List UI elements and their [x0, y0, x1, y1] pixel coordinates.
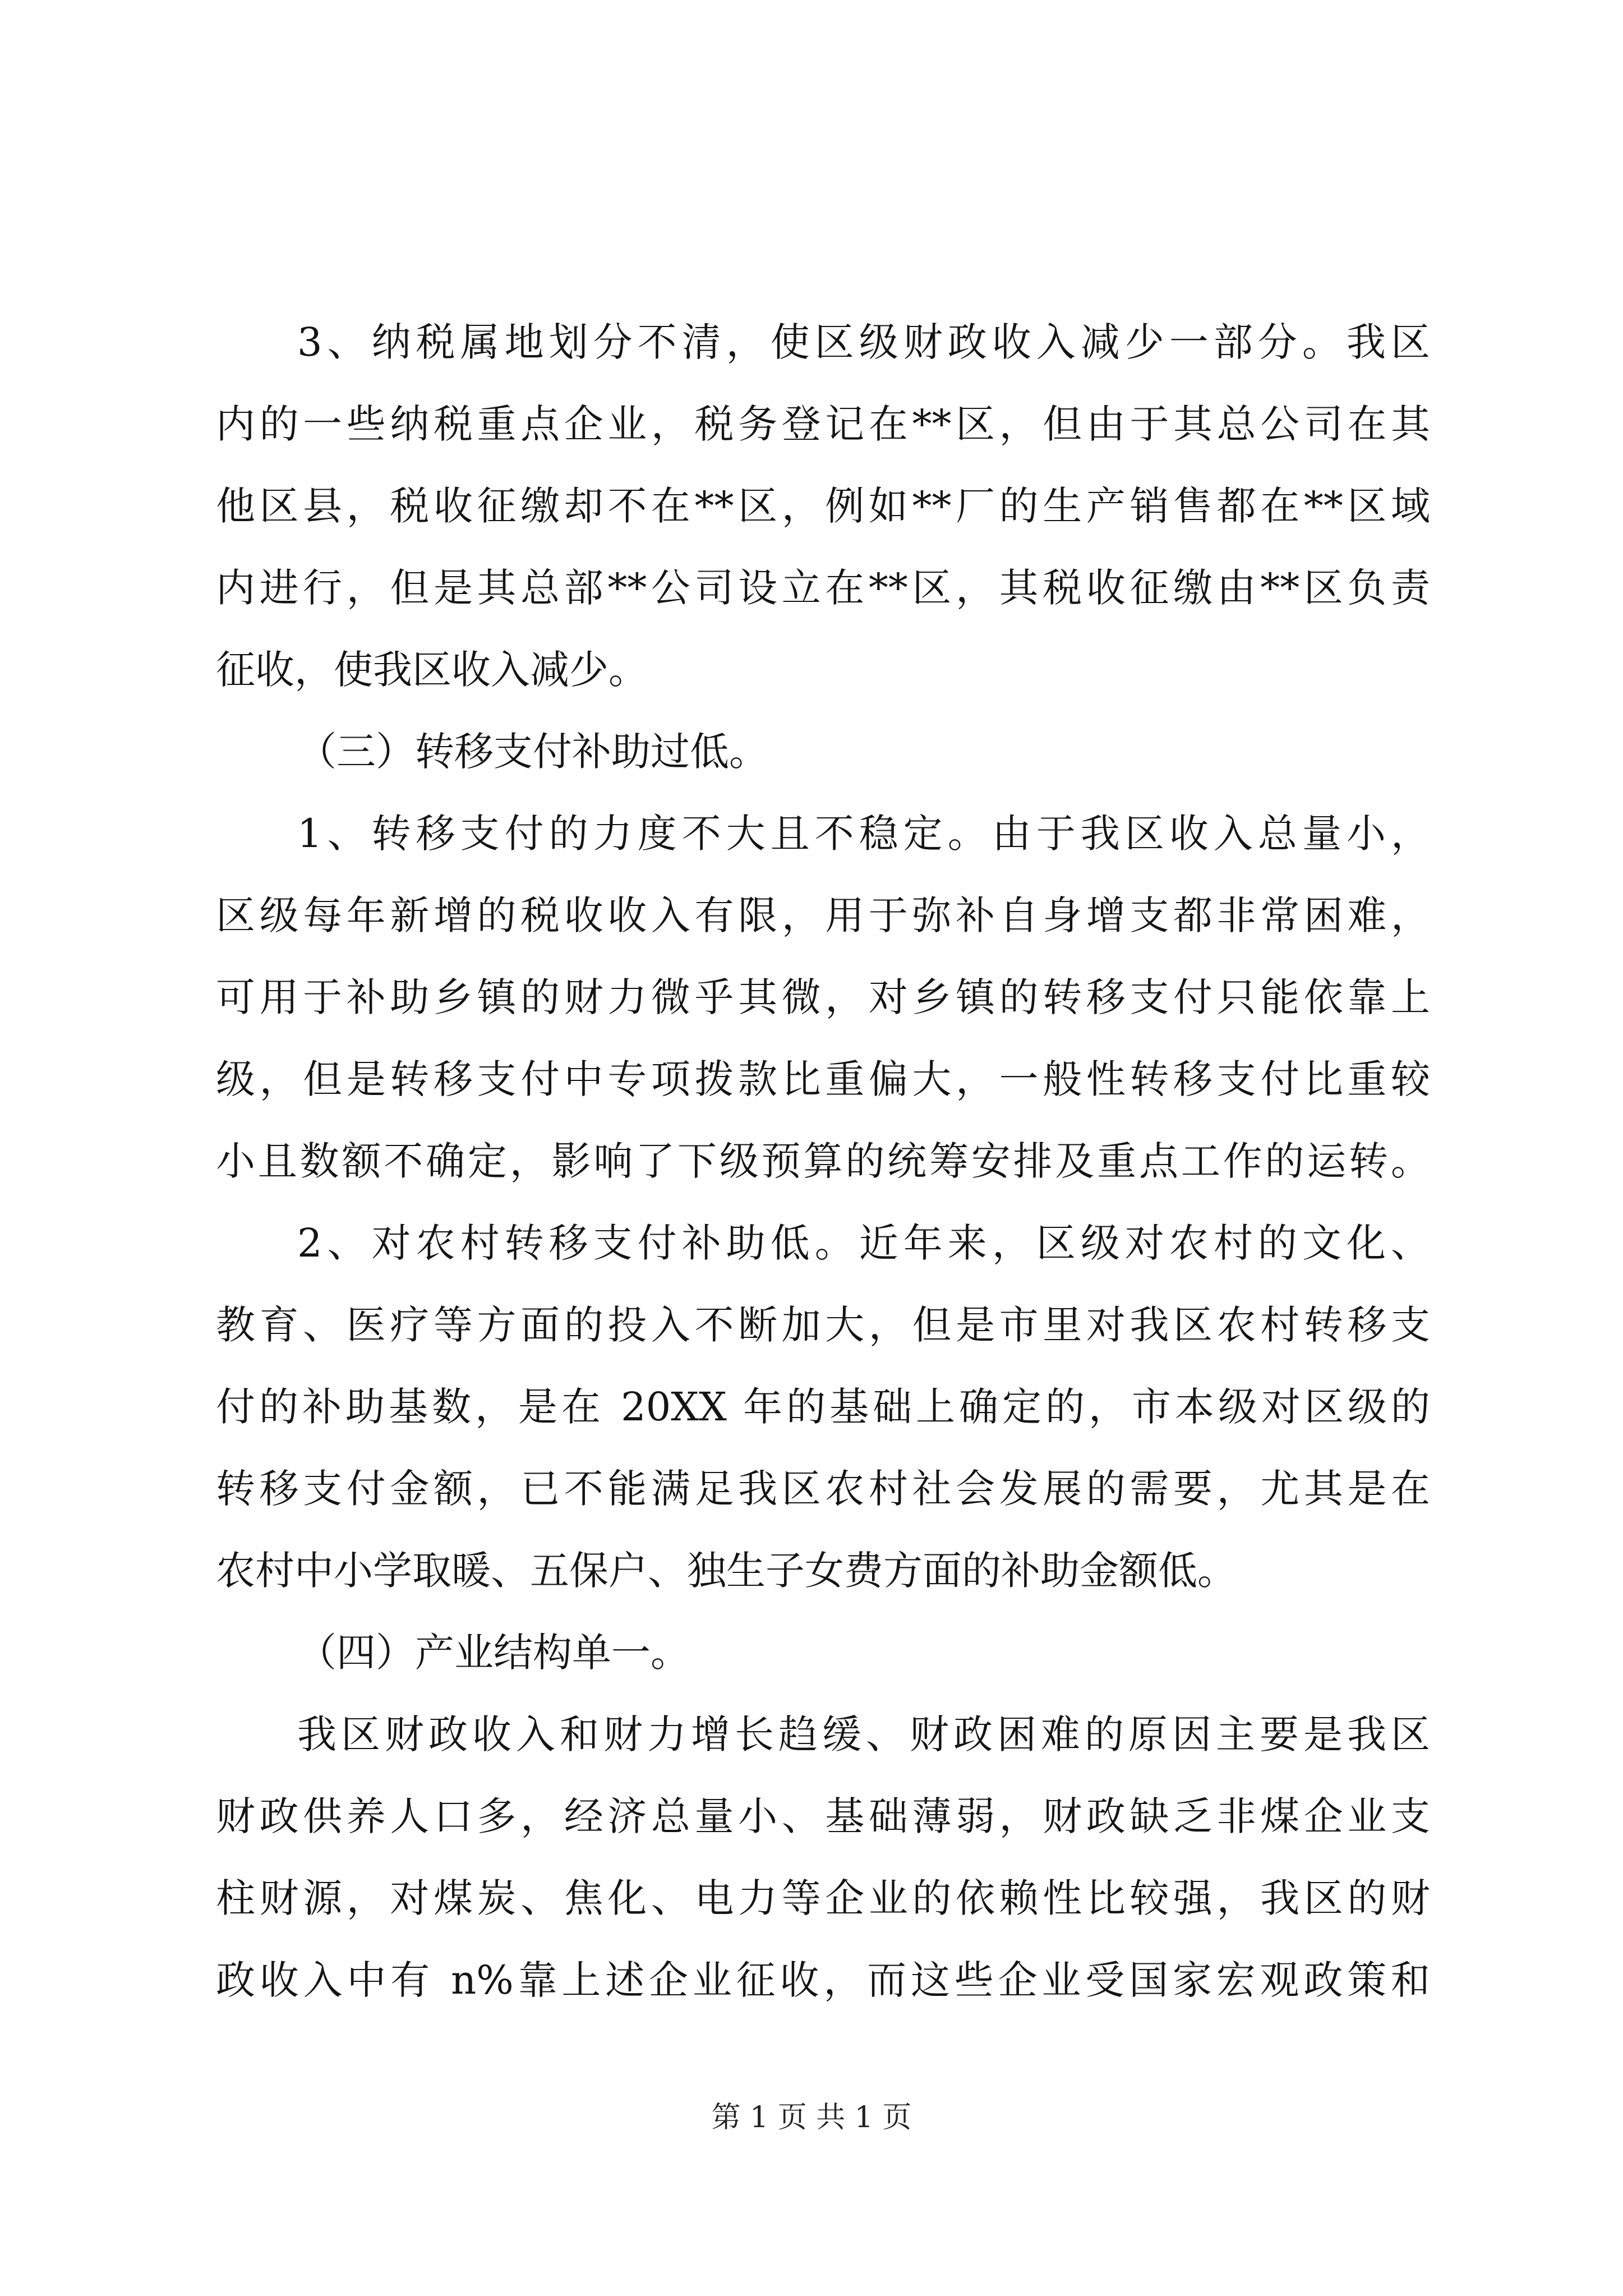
section-heading: （四）产业结构单一。 — [297, 1630, 690, 1676]
paragraph-line: 征收，使我区收入减少。 — [216, 647, 648, 693]
paragraph-line: 财政供养人口多，经济总量小、基础薄弱，财政缺乏非煤企业支 — [216, 1793, 1430, 1839]
paragraph-line: 他区县，税收征缴却不在**区，例如**厂的生产销售都在**区域 — [216, 483, 1430, 529]
paragraph-line: 教育、医疗等方面的投入不断加大，但是市里对我区农村转移支 — [216, 1302, 1430, 1348]
paragraph-line: 1、转移支付的力度不大且不稳定。由于我区收入总量小， — [297, 811, 1430, 857]
paragraph-line: 内的一些纳税重点企业，税务登记在**区，但由于其总公司在其 — [216, 401, 1430, 447]
paragraph-line: 内进行，但是其总部**公司设立在**区，其税收征缴由**区负责 — [216, 565, 1430, 611]
paragraph-line: 付的补助基数，是在 20XX 年的基础上确定的，市本级对区级的 — [216, 1384, 1430, 1430]
paragraph-line: 政收入中有 n%靠上述企业征收，而这些企业受国家宏观政策和 — [216, 1957, 1430, 2003]
page-footer: 第 1 页 共 1 页 — [711, 2101, 912, 2134]
paragraph-line: 转移支付金额，已不能满足我区农村社会发展的需要，尤其是在 — [216, 1466, 1430, 1512]
section-heading: （三）转移支付补助过低。 — [297, 729, 768, 775]
paragraph-line: 区级每年新增的税收收入有限，用于弥补自身增支都非常困难， — [216, 892, 1430, 938]
paragraph-line: 柱财源，对煤炭、焦化、电力等企业的依赖性比较强，我区的财 — [216, 1875, 1430, 1921]
paragraph-line: 我区财政收入和财力增长趋缓、财政困难的原因主要是我区 — [297, 1711, 1430, 1757]
paragraph-line: 农村中小学取暖、五保户、独生子女费方面的补助金额低。 — [216, 1548, 1237, 1594]
paragraph-line: 2、对农村转移支付补助低。近年来，区级对农村的文化、 — [297, 1220, 1430, 1266]
paragraph-line: 小且数额不确定，影响了下级预算的统筹安排及重点工作的运转。 — [216, 1138, 1430, 1184]
paragraph-line: 可用于补助乡镇的财力微乎其微，对乡镇的转移支付只能依靠上 — [216, 974, 1430, 1020]
paragraph-line: 3、纳税属地划分不清，使区级财政收入减少一部分。我区 — [297, 319, 1430, 365]
paragraph-line: 级，但是转移支付中专项拨款比重偏大，一般性转移支付比重较 — [216, 1056, 1430, 1102]
